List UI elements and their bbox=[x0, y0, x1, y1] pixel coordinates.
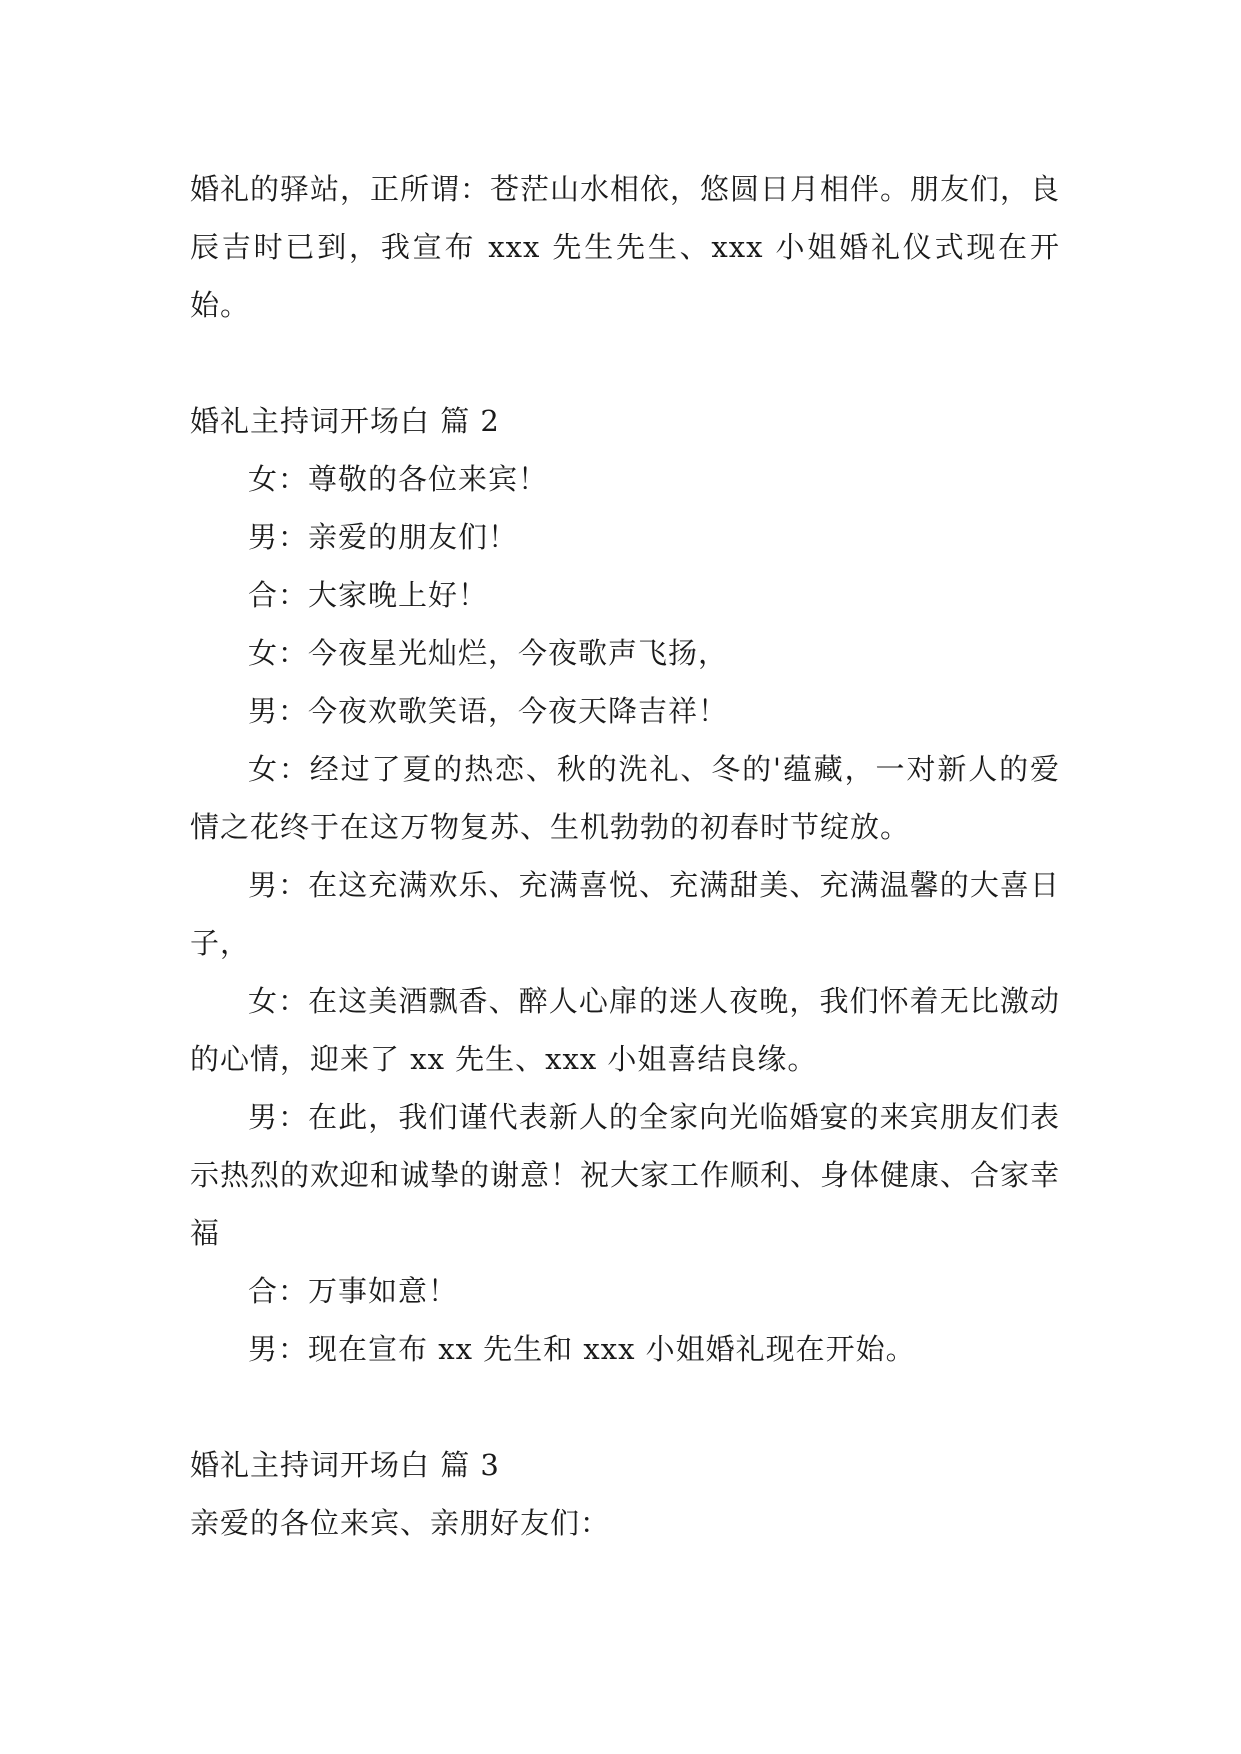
section-2-paragraph: 男：在这充满欢乐、充满喜悦、充满甜美、充满温馨的大喜日子， bbox=[190, 868, 1060, 960]
section-2-title: 婚礼主持词开场白 篇 2 bbox=[190, 404, 500, 438]
section-2-paragraph: 女：尊敬的各位来宾！ bbox=[248, 462, 549, 496]
section-2-paragraph: 女：经过了夏的热恋、秋的洗礼、冬的'蕴藏，一对新人的爱情之花终于在这万物复苏、生机勃勃的初春时节绽放。 bbox=[190, 752, 1060, 844]
section-spacer bbox=[190, 334, 1060, 392]
section-spacer bbox=[190, 1378, 1060, 1436]
section-3-title: 婚礼主持词开场白 篇 3 bbox=[190, 1448, 500, 1482]
section-2-paragraph: 合：万事如意！ bbox=[248, 1274, 459, 1308]
section-2-paragraph: 女：在这美酒飘香、醉人心扉的迷人夜晚，我们怀着无比激动的心情，迎来了 xx 先生、xxx 小姐喜结良缘。 bbox=[190, 984, 1060, 1076]
section-2-paragraph: 女：今夜星光灿烂，今夜歌声飞扬， bbox=[248, 636, 729, 670]
section-2-paragraph: 男：亲爱的朋友们！ bbox=[248, 520, 519, 554]
section-2-paragraph: 合：大家晚上好！ bbox=[248, 578, 489, 612]
section-2-paragraph: 男：现在宣布 xx 先生和 xxx 小姐婚礼现在开始。 bbox=[248, 1332, 916, 1366]
section-2-paragraph: 男：今夜欢歌笑语，今夜天降吉祥！ bbox=[248, 694, 729, 728]
intro-paragraph: 婚礼的驿站，正所谓：苍茫山水相依，悠圆日月相伴。朋友们，良辰吉时已到，我宣布 xxx 先生先生、xxx 小姐婚礼仪式现在开始。 bbox=[190, 172, 1061, 322]
section-2-paragraph: 男：在此，我们谨代表新人的全家向光临婚宴的来宾朋友们表示热烈的欢迎和诚挚的谢意！祝大家工作顺利、身体健康、合家幸福 bbox=[190, 1100, 1061, 1250]
document-body bbox=[190, 160, 1060, 1552]
section-3-paragraph: 亲爱的各位来宾、亲朋好友们： bbox=[190, 1506, 611, 1540]
